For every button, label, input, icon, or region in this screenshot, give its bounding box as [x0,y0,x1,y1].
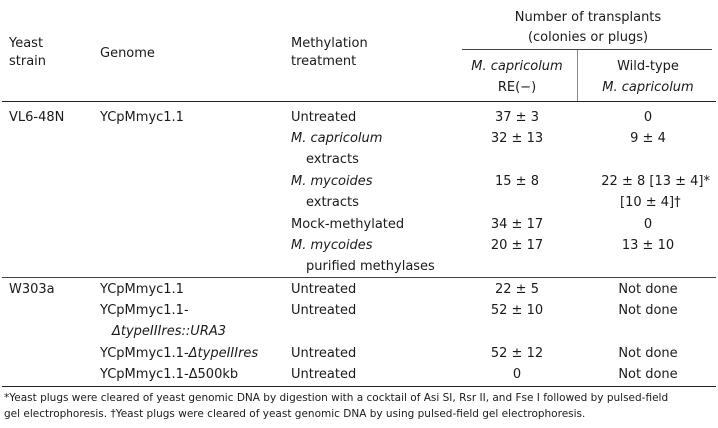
value-wildtype-extra: [10 ± 4]† [620,195,681,210]
strain-w303a: W303a [9,282,55,297]
genome-prefix: YCpMmyc1.1- [100,346,189,361]
table-bottom-rule [2,386,716,387]
col-header-strain-2: strain [9,54,47,69]
header-bottom-rule [2,101,716,102]
group-divider-rule [2,277,716,278]
treatment-untreated: Untreated [291,367,357,382]
value-wildtype: Not done [618,303,678,318]
value-wildtype: 0 [643,110,653,125]
treatment-mycoides: M. mycoides [291,174,373,189]
value-re-minus: 52 ± 12 [490,346,544,361]
footnote-line-2: gel electrophoresis. †Yeast plugs were cleared of yeast genomic DNA by using pulsed-field gel electrophoresis. [4,408,586,420]
subheader-divider [577,50,578,102]
value-wildtype: 13 ± 10 [621,238,675,253]
value-re-minus: 52 ± 10 [490,303,544,318]
subheader-wildtype-2: M. capricolum [602,80,694,95]
value-wildtype: 0 [643,217,653,232]
subheader-re-minus-2: RE(−) [497,80,537,95]
col-header-method-2: treatment [291,54,357,69]
genome-ura3-suffix: ΔtypeIIIres::URA3 [112,324,227,339]
genome-ycpmmyc-ura3: YCpMmyc1.1- [100,303,189,318]
value-wildtype: Not done [618,346,678,361]
value-re-minus: 37 ± 3 [495,110,539,125]
value-re-minus: 15 ± 8 [495,174,539,189]
treatment-untreated: Untreated [291,110,357,125]
value-re-minus: 20 ± 17 [490,238,544,253]
treatment-untreated: Untreated [291,282,357,297]
value-re-minus: 0 [512,367,522,382]
treatment-capricolum: M. capricolum [291,131,383,146]
subheader-wildtype-1: Wild-type [617,59,679,74]
col-header-genome: Genome [100,46,155,61]
treatment-untreated: Untreated [291,303,357,318]
transplants-header-rule [462,49,712,50]
footnote-line-1: *Yeast plugs were cleared of yeast genomic DNA by digestion with a cocktail of Asi SI, Rsr II, and Fse I followed by pulsed-field [4,392,669,404]
value-re-minus: 22 ± 5 [495,282,539,297]
genome-ycpmmyc-typeiiires [100,346,258,361]
value-re-minus: 34 ± 17 [490,217,544,232]
treatment-purified-methylases: purified methylases [306,259,435,274]
col-header-method-1: Methylation [291,36,368,51]
col-header-strain-1: Yeast [9,36,44,51]
value-wildtype: Not done [618,282,678,297]
value-wildtype: 22 ± 8 [13 ± 4]* [601,174,710,189]
genome-ycpmmyc-1: YCpMmyc1.1 [100,110,184,125]
treatment-mock-methylated: Mock-methylated [291,217,405,232]
treatment-mycoides-extracts: extracts [306,195,359,210]
col-header-transplants-1: Number of transplants [514,10,662,25]
value-wildtype: 9 ± 4 [630,131,666,146]
subheader-re-minus-1: M. capricolum [471,59,563,74]
value-re-minus: 32 ± 13 [490,131,544,146]
treatment-capricolum-extracts: extracts [306,152,359,167]
treatment-mycoides-purified: M. mycoides [291,238,373,253]
genome-italic-suffix: ΔtypeIIIres [188,346,259,361]
value-wildtype: Not done [618,367,678,382]
col-header-transplants-2: (colonies or plugs) [527,30,649,45]
strain-vl6-48n: VL6-48N [9,110,65,125]
genome-ycpmmyc-1: YCpMmyc1.1 [100,282,184,297]
treatment-untreated: Untreated [291,346,357,361]
genome-ycpmmyc-500kb: YCpMmyc1.1-Δ500kb [100,367,239,382]
